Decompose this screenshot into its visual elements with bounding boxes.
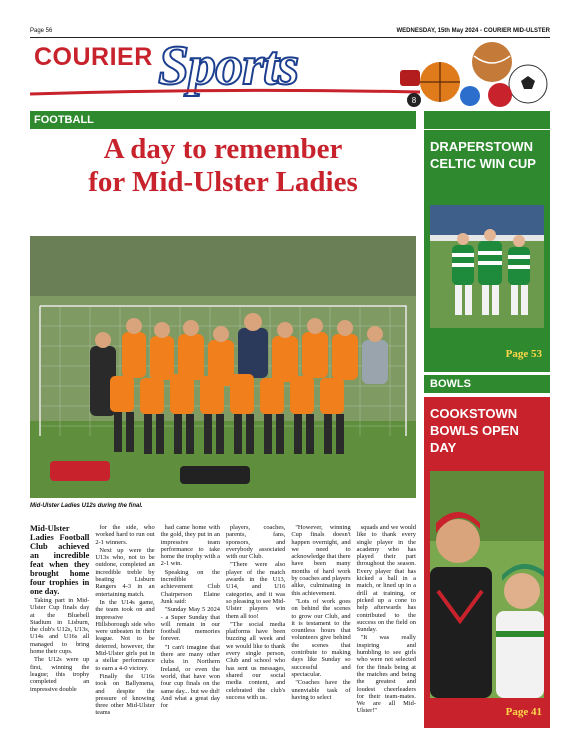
section-label-bowls: BOWLS — [424, 375, 550, 393]
date-line: WEDNESDAY, 15th May 2024 - COURIER MID-ULSTER — [396, 28, 550, 34]
sidebar-story-title[interactable]: DRAPERSTOWN CELTIC WIN CUP — [430, 139, 536, 171]
article-column-1 — [30, 524, 89, 724]
article-paragraph: squads and we would like to thank every single player in the academy who has played their part throughout the season. Every player that has kicked a ball in a match, or lined up in a drill at training, or picked up a cone to help afterwards has contributed to the success on the field on Sunday. — [356, 524, 416, 634]
article-paragraph: "Lots of work goes on behind the scenes to grow our Club, and it is testament to the countless hours that volunteers give behind the scenes that contribute to making days like Sunday so successful and spectacular. — [291, 597, 351, 678]
page-reference[interactable]: Page 53 — [505, 348, 542, 360]
swoosh-graphic — [30, 88, 420, 96]
article-paragraph: Next up were the U13s who, not to be outdone, completed an incredible treble by beating Lisburn Rangers 4-3 in an entertaining match. — [95, 546, 155, 598]
article-column-4 — [226, 524, 285, 724]
sports-logo-text: Sports — [158, 40, 299, 97]
article-paragraph: Taking part in Mid-Ulster Cup finals day at the Bluebell Stadium in Lisburn, the club's U12s, U13s, U14s and U16s all managed to bring home their cups. — [30, 597, 90, 656]
article-paragraph: "However, winning Cup finals doesn't happen overnight, and we need to acknowledge that there have been many months of hard work by coaches and players alike, culminating in this achievement. — [291, 524, 351, 597]
article-paragraph: The U12s were up first, winning the league; this trophy completed an impressive double — [30, 656, 90, 693]
article-paragraph: for the side, who worked hard to run out 2-1 winners. — [95, 524, 155, 546]
article-paragraph: Speaking on the incredible achievement Club Chairperson Elaine Junk said: — [160, 568, 220, 605]
masthead — [30, 40, 550, 108]
article-paragraph: "Coaches have the unenviable task of having to select — [291, 679, 351, 701]
headline-line-2: for Mid-Ulster Ladies — [88, 166, 358, 198]
sidebar-top-bar — [424, 111, 550, 129]
bowls-players-photo — [430, 471, 544, 698]
article-headline — [30, 133, 416, 199]
sidebar-story-draperstown[interactable] — [424, 130, 550, 372]
svg-text:8: 8 — [411, 96, 417, 105]
article-column-6 — [357, 524, 416, 724]
article-paragraph: players, coaches, parents, fans, sponsors, and everybody associated with our Club. — [225, 524, 286, 561]
article-paragraph: In the U14s game, the team took on and impressive Hillsborough side who were unbeaten in their league. Not to be deterred, however, the Mid-Ulster girls put in a stellar performance to earn a 4-0 victory. — [95, 598, 155, 672]
celtic-players-photo — [430, 205, 544, 328]
article-paragraph: "There were also player of the match awards in the U13, U14, and U16 categories, and it was so pleasing to see Mid-Ulster players win them all too! — [225, 561, 286, 620]
article-paragraph: had came home with the gold, they put in an impressive team performance to take home the trophy with a 2-1 win. — [160, 524, 220, 568]
article-body — [30, 524, 416, 724]
article-column-5 — [291, 524, 350, 724]
team-huddle-photo — [30, 236, 416, 498]
section-label-football: FOOTBALL — [30, 111, 416, 129]
courier-logo-text: COURIER — [34, 43, 153, 71]
page-number: Page 56 — [30, 28, 53, 34]
article-paragraph: "It was really inspiring and humbling to see girls who were not selected for the finals being at the matches and being the greatest and loudest cheerleaders for their team-mates. We are all Mid-Ulster!" — [356, 634, 416, 715]
article-column-3 — [161, 524, 220, 724]
article-paragraph: "Sunday May 5 2024 - a Super Sunday that will remain in our football memories forever. — [160, 606, 220, 643]
article-paragraph: Finally the U16s took on Ballymena, and despite the pressure of knowing three other Mid-Ulster teams — [95, 672, 155, 717]
header-rule — [30, 37, 550, 38]
page-reference[interactable]: Page 41 — [505, 706, 542, 718]
sidebar-story-title[interactable]: COOKSTOWN BOWLS OPEN DAY — [430, 406, 519, 455]
article-paragraph: "The social media platforms have been buzzing all week and we would like to thank every single person, Club and school who has sent us messages, shared our social media content, and celebrated the club's success with us. — [225, 620, 286, 701]
sidebar-story-cookstown-bowls[interactable] — [424, 397, 550, 728]
article-lead: Mid-Ulster Ladies Football Club achieved an incredible feat when they brought home four trophies in one day. — [30, 524, 90, 596]
article-column-2 — [95, 524, 154, 724]
headline-line-1: A day to remember — [103, 133, 343, 165]
photo-caption: Mid-Ulster Ladies U12s during the final. — [30, 503, 143, 509]
article-paragraph: "I can't imagine that there are many other clubs in Northern Ireland, or even the world, that have won four cup finals on the same day... but we did! And what a great day for — [160, 643, 220, 710]
sports-balls-graphic — [400, 40, 550, 108]
